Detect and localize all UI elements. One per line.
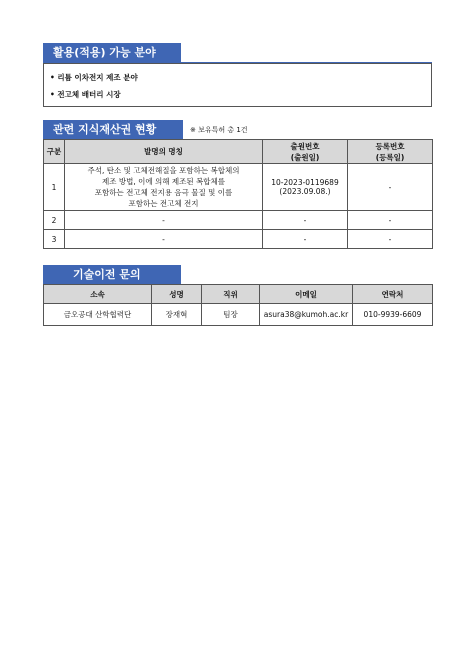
header-position: 직위 [202, 285, 260, 304]
header-registration-line2: (등록일) [375, 152, 405, 162]
ip-table [43, 139, 433, 249]
header-phone: 연락처 [353, 285, 433, 304]
bullet-text: 전고체 배터리 시장 [57, 90, 121, 99]
table-row [44, 304, 433, 326]
row-no: 1 [44, 164, 65, 211]
invention-name-line: 포함하는 전고체 전지 [128, 199, 199, 208]
application-number: - [263, 230, 348, 249]
application-number: - [263, 211, 348, 230]
contact-phone[interactable]: 010-9939-6609 [353, 304, 433, 326]
contact-position: 팀장 [202, 304, 260, 326]
table-row [44, 230, 433, 249]
affiliation: 금오공대 산학협력단 [44, 304, 152, 326]
table-row [44, 164, 433, 211]
contact-email[interactable]: asura38@kumoh.ac.kr [260, 304, 353, 326]
contact-name: 장재혁 [152, 304, 202, 326]
header-email: 이메일 [260, 285, 353, 304]
header-application-line1: 출원번호 [290, 141, 320, 151]
registration-number: - [348, 230, 433, 249]
registration-number: - [348, 164, 433, 211]
section-title-applications: 활용(적용) 가능 분야 [43, 43, 181, 62]
header-registration [348, 140, 433, 164]
application-number-text: 10-2023-0119689 [271, 178, 339, 187]
row-no: 2 [44, 211, 65, 230]
table-header-row [44, 285, 433, 304]
invention-name [65, 164, 263, 211]
section-title-ip-status: 관련 지식재산권 현황 [43, 120, 183, 139]
table-header-row [44, 140, 433, 164]
registration-number: - [348, 211, 433, 230]
invention-name-line: 포함하는 전고체 전지용 음극 물질 및 이를 [94, 188, 233, 197]
bullet-item: • 리튬 이차전지 제조 분야 [50, 73, 138, 82]
header-name: 성명 [152, 285, 202, 304]
patent-count-note: ※ 보유특허 총 1건 [190, 126, 248, 134]
invention-name: - [65, 230, 263, 249]
application-date-text: (2023.09.08.) [279, 187, 331, 196]
bullet-item: • 전고체 배터리 시장 [50, 90, 121, 99]
invention-name-line: 주석, 탄소 및 고체전해질을 포함하는 복합체의 [87, 166, 240, 175]
contact-table [43, 284, 433, 326]
bullet-text: 리튬 이차전지 제조 분야 [57, 73, 138, 82]
section-title-tech-transfer: 기술이전 문의 [43, 265, 181, 284]
header-application-line2: (출원일) [290, 152, 320, 162]
invention-name: - [65, 211, 263, 230]
invention-name-line: 제조 방법, 이에 의해 제조된 복합체를 [102, 177, 225, 186]
header-invention-name: 발명의 명칭 [65, 140, 263, 164]
applications-box [43, 63, 432, 107]
header-application [263, 140, 348, 164]
header-affiliation: 소속 [44, 285, 152, 304]
application-number [263, 164, 348, 211]
header-registration-line1: 등록번호 [375, 141, 405, 151]
header-no: 구분 [44, 140, 65, 164]
row-no: 3 [44, 230, 65, 249]
table-row [44, 211, 433, 230]
